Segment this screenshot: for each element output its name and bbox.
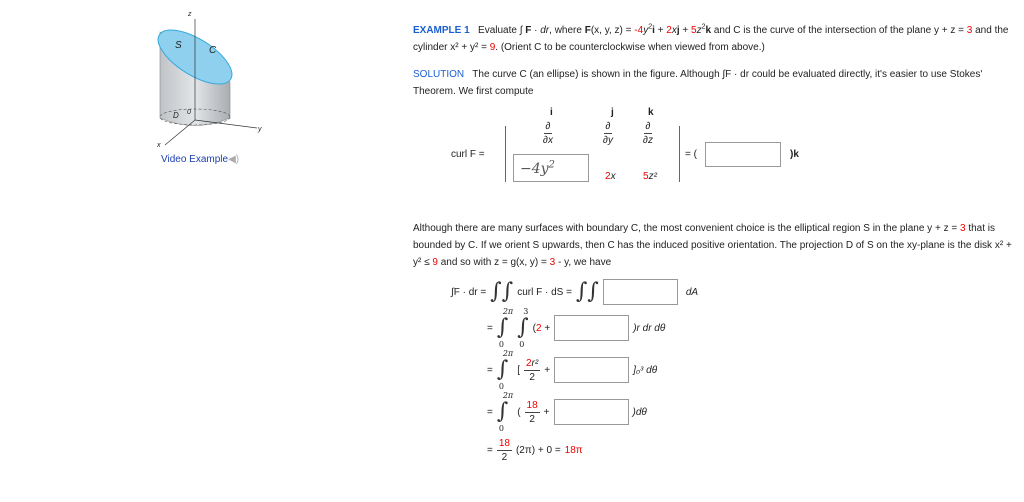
upper-limit: 2π [502,391,514,400]
plus: + [543,406,550,418]
text: F [584,25,591,36]
text: y [643,25,649,36]
example-statement: EXAMPLE 1 Evaluate ∫ F · dr, where F(x, y, $z) = -4y^2i + 2xj + 5z^2k$ and C is the curve of the intersection of the plane y + z = 3 and the cylinder x² + y² = 9. (Orient C to be counterclockwise when viewed from above.) [413,23,1009,53]
video-example-link[interactable] [161,154,239,165]
curl-equals: = ( [685,149,697,160]
entry-exponent: 2 [548,159,555,171]
plus: + [544,364,551,376]
integral-r [517,307,528,349]
video-example-label: Video Example [161,154,229,165]
step2-input[interactable] [554,315,629,341]
step-4 [487,391,1013,433]
upper-limit: 2π [502,307,514,316]
speaker-icon: ◀) [228,154,240,165]
curl-determinant [413,106,1013,192]
coef-red: 5 [691,25,697,36]
unit-j: j [611,107,614,118]
cylinder-surface-figure [145,5,270,155]
origin-label: 0 [187,109,191,116]
partial-y: ∂ ∂y [603,121,613,146]
value-red: 3 [966,25,973,36]
step2-differentials: )r dr dθ [633,322,666,334]
text: that is bounded by C. If we orient S upwards, then C has the induced positive orientation. The projection D of [413,223,996,251]
equals: = [487,406,493,418]
text: + [679,25,692,36]
text: j [676,25,680,36]
entry-value: −4y [520,161,549,177]
text: The curve C (an ellipse) is shown in the figure. Although ∫F · dr could be evaluated directly, it's easier to [472,69,929,80]
unit-k: k [648,107,654,118]
value-red: 3 [549,257,556,268]
step-3 [487,349,1013,391]
step3-input[interactable] [554,357,629,383]
curl-result-input[interactable] [705,142,781,167]
coef-red: -4 [634,25,644,36]
lower-limit: 0 [498,382,504,391]
text: - y, we have [555,257,612,268]
equals: = [487,364,493,376]
text: i [652,25,655,36]
x-axis-label: x [157,142,161,149]
text: Although there are many surfaces with boundary C, the most convenient choice is the elliptical region S in the plane y [413,223,933,234]
line-integral-lhs: ∫F · dr = [451,286,487,298]
surface-integral-text: curl F · dS = [517,286,572,298]
text: . (Orient C to be counterclockwise when viewed from above.) [495,42,765,53]
equals: = [487,445,493,456]
text: Evaluate ∫ [478,25,526,36]
fraction-18-over-2: $\frac{18}{2}$ [498,438,510,463]
final-expression: (2π) + 0 = [515,445,561,456]
text: and C is the curve of the intersection of the [711,25,904,36]
coef-red: 2 [666,25,672,36]
text: (x, y, z) = [590,25,635,36]
fraction-2r2-over-2: $\frac{\text{2r²}}{2}$ [525,357,539,383]
step-5 [487,437,1013,464]
example-label: EXAMPLE 1 [413,25,470,36]
fraction-18-over-2: $\frac{18}{2}$ [526,399,538,425]
equals: = [487,322,493,334]
y-axis-label: y [258,126,262,133]
step-1 [451,279,1013,305]
entry-2x: 2x [605,171,616,182]
solution-paragraph [413,66,1013,100]
value-red: 9 [489,42,496,53]
text: and the cylinder x² + y² = [413,25,1009,53]
integral-symbol: ∫ [517,315,529,340]
text: use Stokes' Theorem. We first compute [413,69,983,97]
text: dr [540,25,550,36]
curl-entry-input[interactable] [513,154,589,182]
text: F [525,25,532,36]
text: , where [549,25,585,36]
unit-i: i [550,107,553,118]
curl-label: curl F = [451,149,485,160]
z-axis-label: z [188,11,192,18]
integral-theta [497,349,513,391]
open-bracket: [ [517,364,520,376]
partial-x: ∂ ∂x [543,121,553,146]
integral-symbol: ∫ [496,357,509,382]
region-label: D [173,111,179,120]
surface-paragraph [413,220,1013,271]
upper-limit: 2π [502,349,514,358]
integrand-input[interactable] [603,279,678,305]
double-integral-symbol: ∫∫ [490,279,514,304]
determinant-bar-right [679,126,680,182]
integral-symbol: ∫ [496,315,509,340]
solution-label: SOLUTION [413,69,465,80]
text: k [705,25,712,36]
entry-5z2: 5z² [643,171,657,182]
text: x [671,25,677,36]
text: z [696,25,702,36]
step4-dtheta: )dθ [632,406,647,418]
text: S on the xy-plane is the disk x² + y² ≤ [413,240,1012,268]
text: plane y + z = [906,25,967,36]
double-integral-symbol: ∫∫ [575,279,599,304]
text: + [654,25,667,36]
surface-label: S [175,40,182,51]
value-red: 3 [959,223,966,234]
open-paren: ( [517,406,521,418]
da-label: dA [685,286,699,298]
integral-theta [497,307,513,349]
content-column [413,22,1013,464]
step-2 [487,307,1013,349]
text: + z = [934,223,960,234]
step3-evaluation: ]₀³ dθ [633,364,658,376]
curl-close-k: )k [790,149,799,160]
step4-input[interactable] [554,399,629,425]
lower-limit: 0 [498,424,504,433]
step2-open: (2 + [532,322,551,334]
curve-label: C [209,45,217,56]
text: and so with z = g(x, y) = [437,257,550,268]
lower-limit: 0 [498,340,504,349]
determinant-bar-left [505,126,506,182]
text: · [531,25,541,36]
value-red: 9 [432,257,438,268]
upper-limit: 3 [523,307,529,316]
final-result: 18π [564,445,583,456]
partial-z: ∂ ∂z [643,121,653,146]
integral-symbol: ∫ [496,399,509,424]
integral-theta [497,391,513,433]
lower-limit: 0 [519,340,525,349]
figure [145,5,270,155]
